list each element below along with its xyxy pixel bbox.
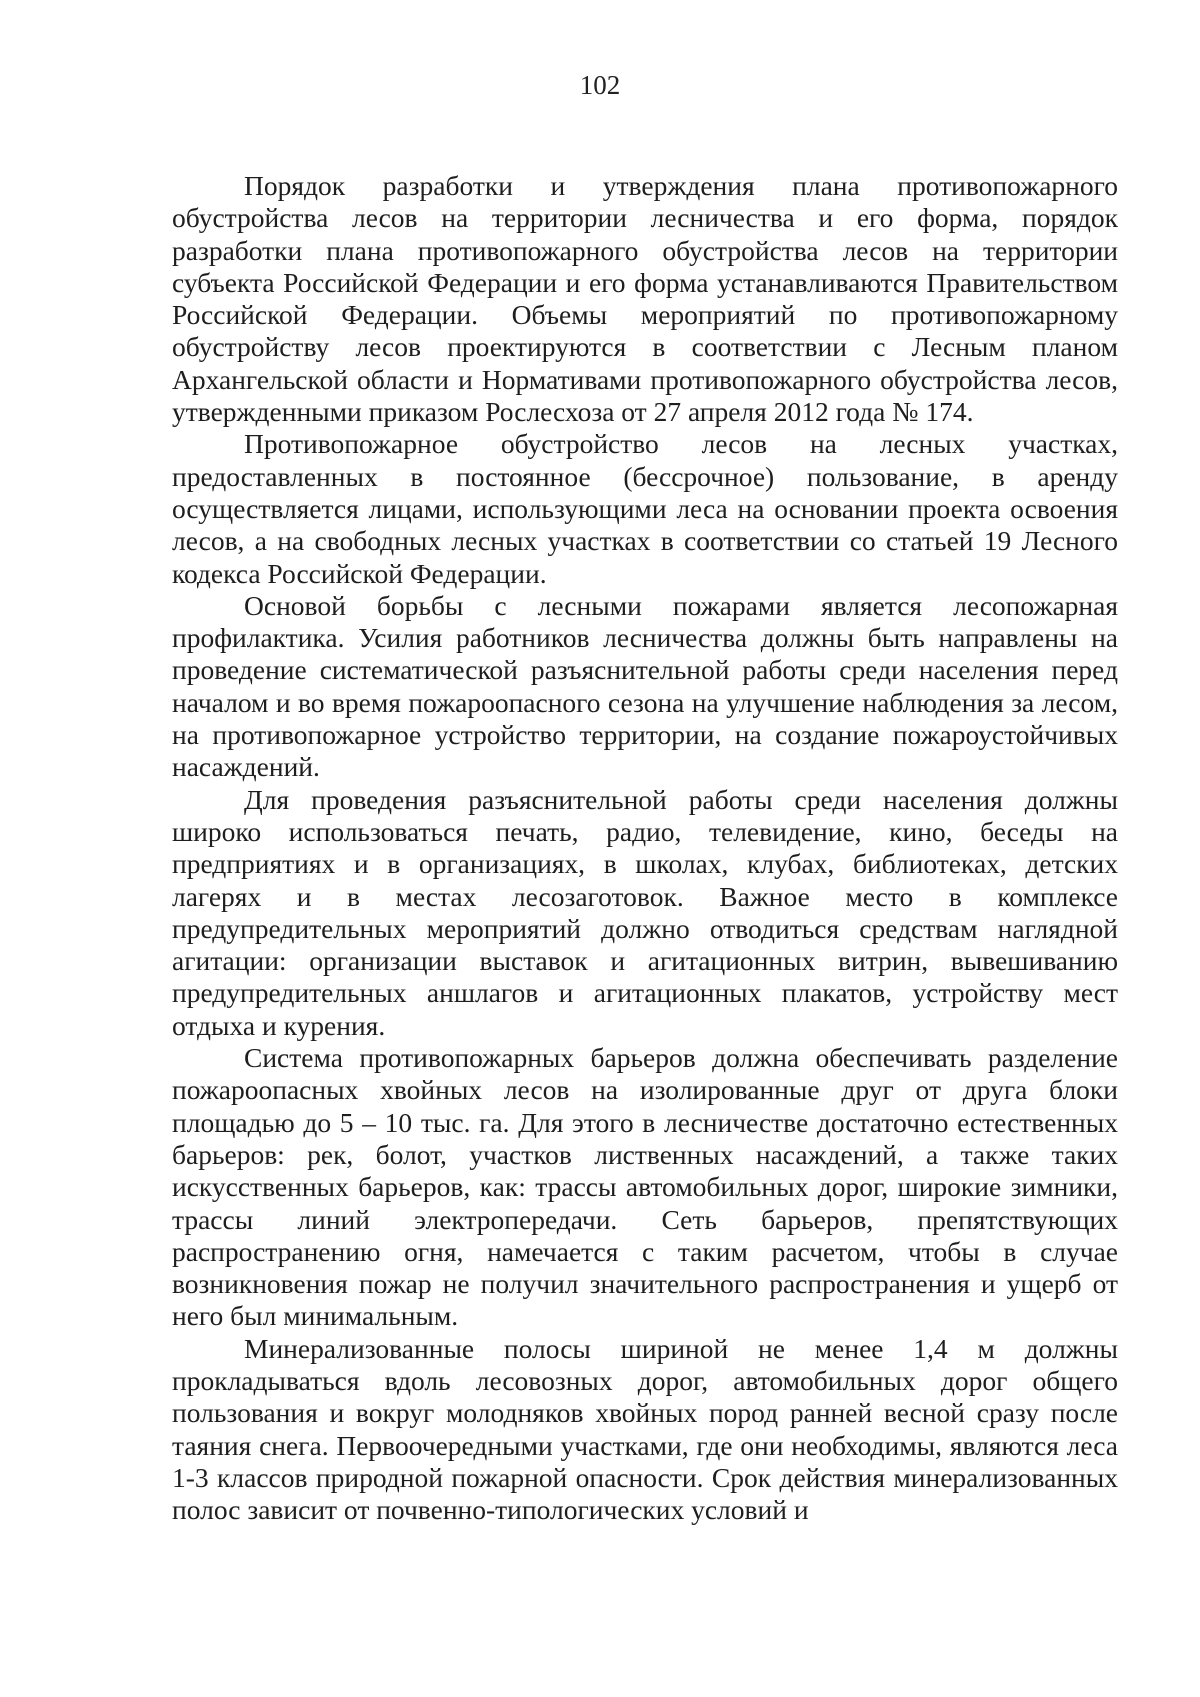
paragraph-fire-arrangement-leased: Противопожарное обустройство лесов на лесных участках, предоставленных в постоянное (бессрочное) пользование, в аренду осуществляется лицами, использующими леса на основании проекта освоения лесов, а на свободных лесных участках в соответствии со статьей 19 Лесного кодекса Российской Федерации. xyxy=(172,428,1118,589)
paragraph-awareness-work: Для проведения разъяснительной работы среди населения должны широко использоваться печать, радио, телевидение, кино, беседы на предприятиях и в организациях, в школах, клубах, библиотеках, детских лагерях и в местах лесозаготовок. Важное место в комплексе предупредительных мероприятий должно отводиться средствам наглядной агитации: организации выставок и агитационных витрин, вывешиванию предупредительных аншлагов и агитационных плакатов, устройству мест отдыха и курения. xyxy=(172,783,1118,1041)
paragraph-fire-barriers: Система противопожарных барьеров должна обеспечивать разделение пожароопасных хвойных лесов на изолированные друг от друга блоки площадью до 5 – 10 тыс. га. Для этого в лесничестве достаточно естественных барьеров: рек, болот, участков лиственных насаждений, а также таких искусственных барьеров, как: трассы автомобильных дорог, широкие зимники, трассы линий электропередачи. Сеть барьеров, препятствующих распространению огня, намечается с таким расчетом, чтобы в случае возникновения пожар не получил значительного распространения и ущерб от него был минимальным. xyxy=(172,1042,1118,1332)
document-body xyxy=(172,170,1118,1526)
paragraph-mineralized-strips: Минерализованные полосы шириной не менее 1,4 м должны прокладываться вдоль лесовозных дорог, автомобильных дорог общего пользования и вокруг молодняков хвойных пород ранней весной сразу после таяния снега. Первоочередными участками, где они необходимы, являются леса 1-3 классов природной пожарной опасности. Срок действия минерализованных полос зависит от почвенно-типологических условий и xyxy=(172,1332,1118,1526)
page-number: 102 xyxy=(579,70,621,100)
paragraph-fire-prevention: Основой борьбы с лесными пожарами является лесопожарная профилактика. Усилия работников лесничества должны быть направлены на проведение систематической разъяснительной работы среди населения перед началом и во время пожароопасного сезона на улучшение наблюдения за лесом, на противопожарное устройство территории, на создание пожароустойчивых насаждений. xyxy=(172,589,1118,783)
paragraph-fire-plan-order: Порядок разработки и утверждения плана противопожарного обустройства лесов на территории лесничества и его форма, порядок разработки плана противопожарного обустройства лесов на территории субъекта Российской Федерации и его форма устанавливаются Правительством Российской Федерации. Объемы мероприятий по противопожарному обустройству лесов проектируются в соответствии с Лесным планом Архангельской области и Нормативами противопожарного обустройства лесов, утвержденными приказом Рослесхоза от 27 апреля 2012 года № 174. xyxy=(172,170,1118,428)
